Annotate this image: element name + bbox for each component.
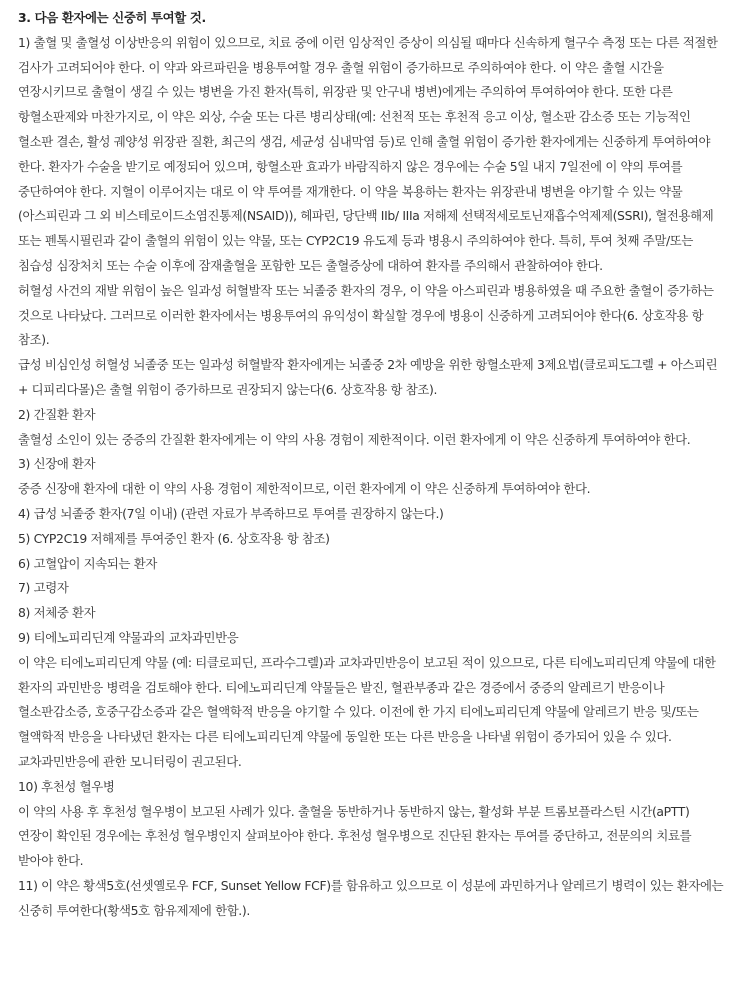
item-cross-hypersensitivity-title: 9) 티에노피리딘계 약물과의 교차과민반응 bbox=[18, 629, 239, 645]
item-sunset-yellow: 11) 이 약은 황색5호(선셋옐로우 FCF, Sunset Yellow FCF)를 함유하고 있으므로 이 성분에 과민하거나 알레르기 병력이 있는 환자에는 신중히 투여한다(황색5호 함유제제에 한함.). bbox=[18, 877, 724, 918]
paragraph-acquired-hemophilia: 이 약의 사용 후 후천성 혈우병이 보고된 사례가 있다. 출혈을 동반하거나 동반하지 않는, 활성화 부분 트롬보플라스틴 시간(aPTT) 연장이 확인된 경우에는 후천성 혈우병인지 살펴보아야 한다. 후천성 혈우병으로 진단된 환자는 투여를 중단하고, 전문의의 치료를 받아야 한다. bbox=[18, 803, 692, 869]
paragraph-cross-hypersensitivity: 이 약은 티에노피리딘계 약물 (예: 티클로피딘, 프라수그렐)과 교차과민반응이 보고된 적이 있으므로, 다른 티에노피리딘계 약물에 대한 환자의 과민반응 병력을 검토해야 한다. 티에노피리딘계 약물들은 발진, 혈관부종과 같은 경증에서 중증의 알레르기 반응이나 혈소판감소증, 호중구감소증과 같은 혈액학적 반응을 야기할 수 있다. 이전에 한 가지 티에노피리딘계 약물에 알레르기 반응 및/또는 혈액학적 반응을 나타냈던 환자는 다른 티에노피리딘계 약물에 동일한 또는 다른 반응을 나타낼 위험이 증가되어 있을 수 있다. 교차과민반응에 관한 모니터링이 권고된다. bbox=[18, 654, 716, 769]
paragraph-bleeding-risk: 1) 출혈 및 출혈성 이상반응의 위험이 있으므로, 치료 중에 이런 임상적인 증상이 의심될 때마다 신속하게 혈구수 측정 또는 다른 적절한 검사가 고려되어야 한다. 이 약과 와르파린을 병용투여할 경우 출혈 위험이 증가하므로 주의하여야 한다. 이 약은 출혈 시간을 연장시키므로 출혈이 생길 수 있는 병변을 가진 환자(특히, 위장관 및 안구내 병변)에게는 주의하여 투여하여야 한다. 또한 다른 항혈소판제와 마찬가지로, 이 약은 외상, 수술 또는 다른 병리상태(예: 선천적 또는 후천적 응고 이상, 혈소판 감소증 또는 기능적인 혈소판 결손, 활성 궤양성 위장관 질환, 최근의 생검, 세균성 심내막염 등)로 인해 출혈 위험이 증가한 환자에게는 신중하게 투여하여야 한다. 환자가 수술을 받기로 예정되어 있으며, 항혈소판 효과가 바람직하지 않은 경우에는 수술 5일 내지 7일전에 이 약의 투여를 중단하여야 한다. 지혈이 이루어지는 대로 이 약 투여를 재개한다. 이 약을 복용하는 환자는 위장관내 병변을 야기할 수 있는 약물(아스피린과 그 외 비스테로이드소염진통제(NSAID)), 헤파린, 당단백 IIb/ IIIa 저해제 선택적세로토닌재흡수억제제(SSRI), 혈전용해제 또는 펜톡시필린과 같이 출혈의 위험이 있는 약물, 또는 CYP2C19 유도제 등과 병용시 주의하여야 한다. 특히, 투여 첫째 주말/또는 침습성 심장처치 또는 수술 이후에 잠재출혈을 포함한 모든 출혈증상에 대하여 환자를 주의해서 관찰하여야 한다. bbox=[18, 34, 718, 273]
paragraph-triple-therapy: 급성 비심인성 허혈성 뇌졸중 또는 일과성 허혈발작 환자에게는 뇌졸중 2차 예방을 위한 항혈소판제 3제요법(클로피도그렐 + 아스피린 + 디피리다몰)은 출혈 위험이 증가하므로 권장되지 않는다(6. 상호작용 항 참조). bbox=[18, 357, 718, 397]
item-acquired-hemophilia-title: 10) 후천성 혈우병 bbox=[18, 778, 115, 794]
paragraph-stroke-aspirin: 허혈성 사건의 재발 위험이 높은 일과성 허혈발작 또는 뇌졸중 환자의 경우, 이 약을 아스피린과 병용하였을 때 주요한 출혈이 증가하는 것으로 나타났다. 그러므로 이러한 환자에서는 병용투여의 유익성이 확실할 경우에 병용이 신중하게 고려되어야 한다(6. 상호작용 항 참조). bbox=[18, 282, 714, 348]
section-heading: 3. 다음 환자에는 신중히 투여할 것. bbox=[18, 10, 206, 25]
item-low-body-weight: 8) 저체중 환자 bbox=[18, 605, 96, 621]
paragraph-liver-disease: 출혈성 소인이 있는 중증의 간질환 환자에게는 이 약의 사용 경험이 제한적이다. 이런 환자에게 이 약은 신중하게 투여하여야 한다. bbox=[18, 431, 691, 447]
item-elderly: 7) 고령자 bbox=[18, 580, 69, 596]
item-hypertension: 6) 고혈압이 지속되는 환자 bbox=[18, 555, 157, 571]
paragraph-renal-impairment: 중증 신장애 환자에 대한 이 약의 사용 경험이 제한적이므로, 이런 환자에게 이 약은 신중하게 투여하여야 한다. bbox=[18, 481, 591, 497]
item-cyp2c19-inhibitors: 5) CYP2C19 저해제를 투여중인 환자 (6. 상호작용 항 참조) bbox=[18, 530, 330, 546]
item-liver-disease-title: 2) 간질환 환자 bbox=[18, 406, 96, 422]
item-acute-stroke: 4) 급성 뇌졸중 환자(7일 이내) (관련 자료가 부족하므로 투여를 권장하지 않는다.) bbox=[18, 505, 444, 521]
item-renal-impairment-title: 3) 신장애 환자 bbox=[18, 456, 96, 472]
